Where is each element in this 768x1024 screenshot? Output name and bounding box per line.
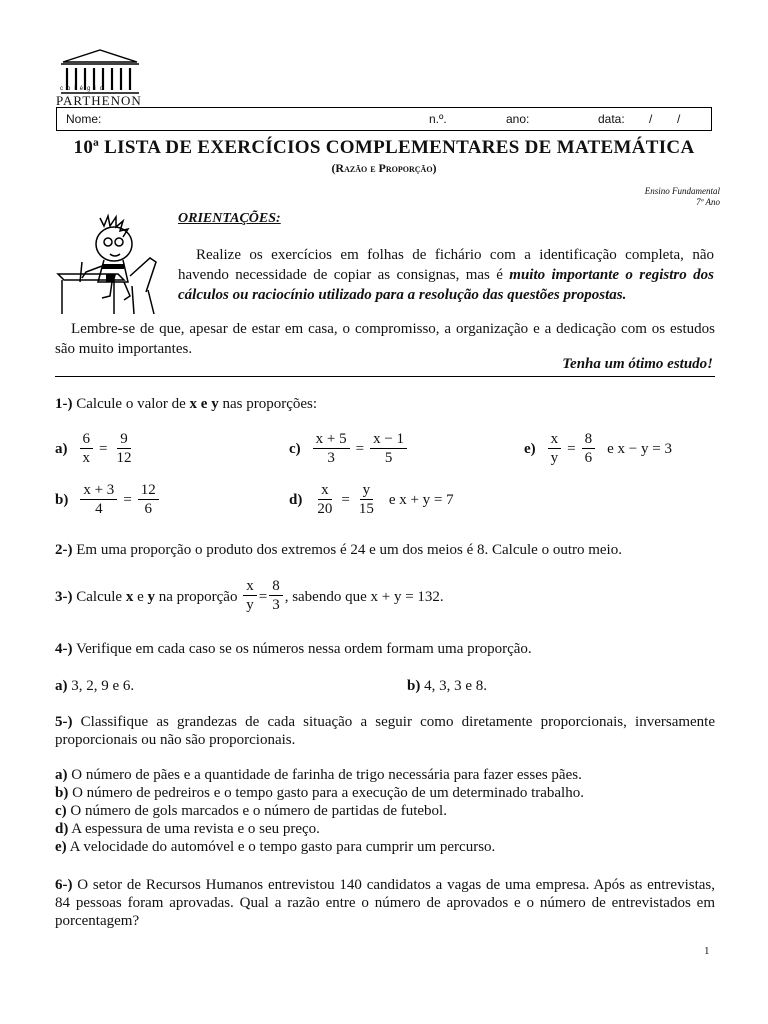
item-text: 4, 3, 3 e 8. — [420, 678, 488, 694]
name-field-label: Nome: — [66, 112, 102, 126]
item-label: a) — [55, 441, 68, 457]
guidance-text: Realize os exercícios em folhas de fichário com a identificação completa, não havendo necessidade de copiar as consignas, mas é — [178, 247, 714, 283]
guidance-heading: ORIENTAÇÕES: — [178, 211, 281, 226]
fraction: $\frac{x}{20}$ — [317, 482, 333, 517]
closing-message: Tenha um ótimo estudo! — [562, 356, 713, 372]
item-label: b) — [55, 492, 69, 508]
divider — [55, 376, 715, 377]
q5-items — [55, 766, 715, 856]
item-label: c) — [289, 441, 301, 457]
variable-y: y — [147, 588, 155, 605]
question-text: nas proporções: — [218, 396, 318, 412]
question-1 — [55, 395, 715, 413]
equals-sign: = — [355, 441, 365, 457]
question-3 — [55, 578, 715, 615]
q1-item-a — [55, 431, 136, 468]
guidance-paragraph — [178, 245, 714, 305]
q4-item-b — [407, 677, 707, 695]
year-field-label: ano: — [506, 112, 530, 126]
list-item: b) O número de pedreiros e o tempo gasto para a execução de um determinado trabalho. — [55, 785, 584, 801]
equals-sign: = — [123, 492, 132, 508]
item-text: 3, 2, 9 e 6. — [67, 678, 135, 694]
question-variables: x e y — [189, 396, 219, 412]
fraction: $\frac{12}{6}$ — [138, 482, 159, 519]
question-number: 6-) — [55, 877, 73, 893]
level-line-1: Ensino Fundamental — [644, 186, 720, 196]
reminder-paragraph: Lembre-se de que, apesar de estar em casa, o compromisso, a organização e a dedicação com os estudos são muito importantes. — [55, 321, 715, 357]
item-label: e) — [524, 441, 536, 457]
fraction: $\frac{x - 1}{5}$ — [370, 431, 407, 468]
question-text: Em uma proporção o produto dos extremos é 24 e um dos meios é 8. Calcule o outro meio. — [72, 542, 622, 558]
list-item: a) O número de pães e a quantidade de farinha de trigo necessária para fazer esses pães. — [55, 767, 582, 783]
question-2 — [55, 541, 715, 559]
question-number: 5-) — [55, 714, 73, 730]
fraction: $\frac{8}{3}$ — [269, 578, 283, 615]
logo-subtitle: colégio — [60, 86, 108, 92]
q1-item-e — [524, 431, 672, 468]
question-6 — [55, 876, 715, 930]
q1-item-d — [289, 482, 454, 519]
school-level — [645, 186, 720, 208]
fraction: $\frac{x + 3}{4}$ — [80, 482, 117, 519]
question-number: 1-) — [55, 396, 73, 412]
student-cartoon-icon — [52, 210, 170, 318]
fraction: $\frac{y}{15}$ — [358, 482, 374, 517]
question-number: 2-) — [55, 542, 73, 558]
condition-text: e x − y = 3 — [607, 441, 672, 457]
equals-sign: = — [99, 441, 108, 457]
list-item: c) O número de gols marcados e o número de partidas de futebol. — [55, 803, 447, 819]
question-5 — [55, 713, 715, 749]
list-item: e) A velocidade do automóvel e o tempo gasto para cumprir um percurso. — [55, 839, 496, 855]
variable-x: x — [125, 588, 134, 605]
date-field-label: data: — [598, 112, 625, 126]
question-number: 3-) — [55, 588, 73, 605]
page-title: 10ª LISTA DE EXERCÍCIOS COMPLEMENTARES DE MATEMÁTICA — [73, 137, 695, 158]
page-number: 1 — [704, 945, 710, 957]
level-line-2: 7º Ano — [696, 197, 720, 207]
q1-item-b — [55, 482, 161, 519]
question-text: Calcule — [72, 588, 126, 605]
question-text: O setor de Recursos Humanos entrevistou 140 candidatos a vagas de uma empresa. Após as entrevistas, 84 pessoas foram aprovadas. Qual a razão entre o número de aprovados e o número de entrevistados em porcentagem? — [55, 877, 715, 929]
condition-text: e x + y = 7 — [388, 492, 454, 508]
q1-item-c — [289, 431, 409, 468]
fraction: $\frac{x + 5}{3}$ — [313, 431, 350, 468]
question-text: Calcule o valor de — [72, 396, 190, 412]
equals-sign: = — [341, 492, 350, 508]
question-text: Classifique as grandezas de cada situação a seguir como diretamente proporcionais, inversamente proporcionais ou não são proporcionais. — [55, 714, 715, 748]
question-text: Verifique em cada caso se os números nessa ordem formam uma proporção. — [72, 641, 532, 657]
list-item: d) A espessura de uma revista e o seu preço. — [55, 821, 320, 837]
logo-name: PARTHENON — [56, 93, 142, 108]
page-subtitle: (Razão e Proporção) — [331, 161, 437, 175]
fraction: $\frac{6}{x}$ — [80, 431, 94, 468]
question-text: e — [133, 588, 148, 605]
q4-item-a — [55, 677, 355, 695]
item-label: d) — [289, 492, 303, 508]
fraction: $\frac{x}{y}$ — [548, 431, 562, 468]
date-slash: / — [649, 112, 653, 126]
equals-sign: = — [258, 588, 268, 605]
date-slash: / — [677, 112, 681, 126]
item-label: a) — [55, 678, 68, 694]
number-field-label: n.º. — [429, 112, 447, 126]
equals-sign: = — [567, 441, 576, 457]
fraction: $\frac{8}{6}$ — [582, 431, 596, 468]
question-4 — [55, 640, 715, 658]
fraction: $\frac{9}{12}$ — [116, 431, 132, 466]
identification-box — [56, 107, 712, 131]
guidance-emphasis: muito importante o registro dos cálculos ou raciocínio utilizado para a resolução das questões propostas. — [178, 267, 714, 303]
question-text: na proporção — [155, 588, 242, 605]
item-label: b) — [407, 678, 421, 694]
question-number: 4-) — [55, 641, 73, 657]
question-text: , sabendo que x + y = 132. — [284, 588, 444, 605]
fraction: $\frac{x}{y}$ — [243, 578, 257, 615]
